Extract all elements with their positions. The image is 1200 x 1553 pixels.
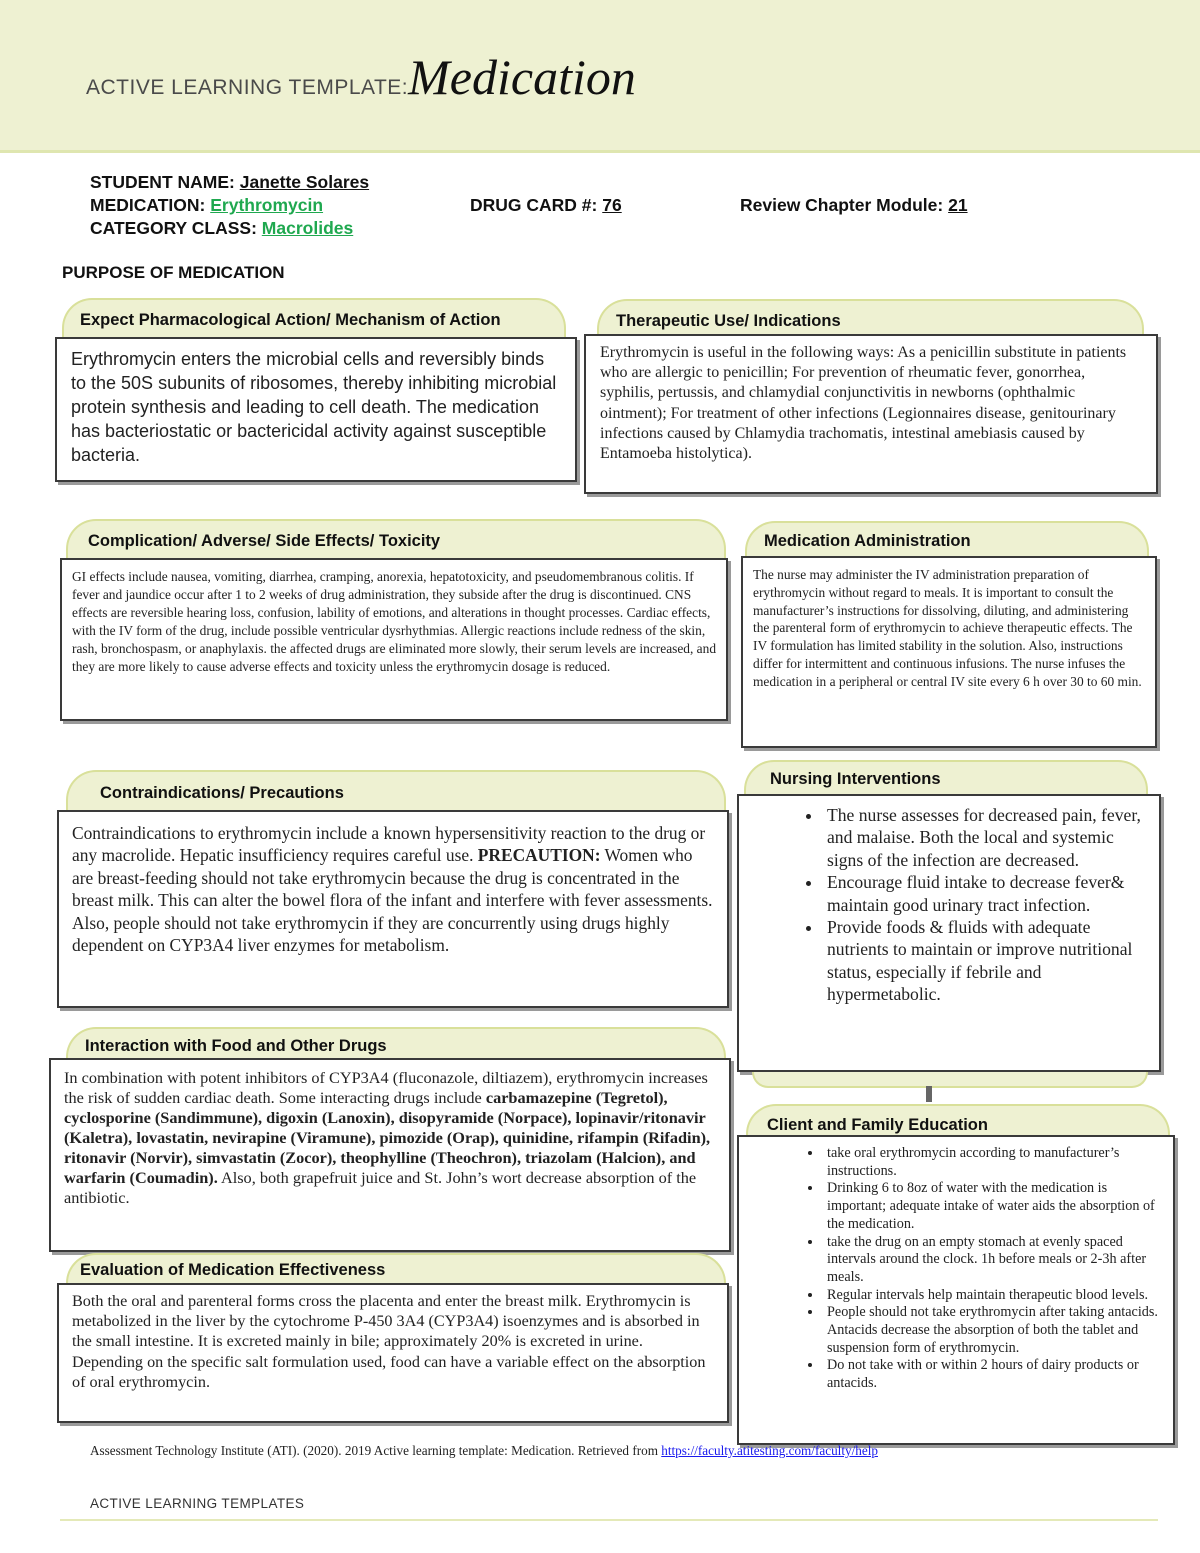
student-name-value: Janette Solares	[239, 172, 370, 192]
precaution-label: PRECAUTION:	[477, 845, 601, 866]
citation	[90, 1443, 878, 1459]
complications-box	[60, 558, 728, 721]
administration-text: The nurse may administer the IV administration preparation of erythromycin without regard to meals. It is important to consult the manufacturer’s instructions for dissolving, diluting, and administering the parenteral form of erythromycin to achieve therapeutic effects. The IV formulation has limited stability in the solution. Also, instructions differ for intermittent and continuous infusions. The nurse infuses the medication in a peripheral or central IV site every 6 h over 30 to 60 min.	[753, 567, 1142, 689]
nursing-list	[797, 804, 1145, 1006]
nursing-item: • The nurse assesses for decreased pain, fever, and malaise. Both the local and systemic signs of the infection are decreased.	[823, 804, 1145, 871]
nursing-box	[737, 794, 1161, 1072]
nursing-item: • Provide foods & fluids with adequate nutrients to maintain or improve nutritional status, especially if febrile and hypermetabolic.	[823, 916, 1145, 1006]
education-item: • Do not take with or within 2 hours of dairy products or antacids.	[823, 1357, 1161, 1392]
interaction-text	[64, 1068, 716, 1208]
student-name-label: STUDENT NAME:	[90, 172, 235, 192]
education-title: Client and Family Education	[767, 1116, 988, 1134]
citation-link[interactable]: https://faculty.atitesting.com/faculty/help	[661, 1443, 878, 1458]
medication-label: MEDICATION:	[90, 195, 206, 215]
drug-card-row	[470, 195, 622, 216]
complications-title: Complication/ Adverse/ Side Effects/ Toxicity	[88, 532, 441, 550]
citation-text: Assessment Technology Institute (ATI). (2020). 2019 Active learning template: Medication. Retrieved from	[90, 1443, 658, 1458]
contraindications-text	[72, 822, 714, 956]
footer-label: ACTIVE LEARNING TEMPLATES	[90, 1496, 305, 1511]
interacting-drugs: carbamazepine (Tegretol), cyclosporine (Sandimmune), digoxin (Lanoxin), disopyramide (Norpace), lopinavir/ritonavir (Kaletra), lovastatin, nevirapine (Viramune), pimozide (Orap), quinidine, rifampin (Rifadin), ritonavir (Norvir), simvastatin (Zocor), theophylline (Theochron), triazolam (Halcion), and warfarin (Coumadin).	[64, 1088, 711, 1187]
review-module-label: Review Chapter Module:	[740, 195, 944, 215]
connector	[926, 1086, 932, 1102]
interaction-box	[49, 1058, 731, 1252]
category-label: CATEGORY CLASS:	[90, 218, 257, 238]
complications-text: GI effects include nausea, vomiting, diarrhea, cramping, anorexia, hepatotoxicity, and pseudomembranous colitis. If fever and jaundice occur after 1 to 2 weeks of drug administration, they subside after the drug is discontinued. CNS effects are reversible hearing loss, confusion, lability of emotions, and alterations in thought processes. Cardiac effects, with the IV form of the drug, include possible ventricular dysrhythmias. Allergic reactions include redness of the skin, rash, bronchospasm, or anaphylaxis. the affected drugs are eliminated more slowly, their serum levels are increased, and they are more likely to cause adverse effects and toxicity unless the erythromycin dosage is reduced.	[72, 569, 717, 674]
therapeutic-use-text: Erythromycin is useful in the following ways: As a penicillin substitute in patients who are allergic to penicillin; For prevention of rheumatic fever, gonorrhea, syphilis, pertussis, and chlamydial conjunctivitis in newborns (ophthalmic ointment); For treatment of other infections (Legionnaires disease, genitourinary infections caused by Chlamydia trachomatis, intestinal amebiasis caused by Entamoeba histolytica).	[600, 344, 1127, 463]
education-box	[737, 1135, 1175, 1445]
evaluation-text: Both the oral and parenteral forms cross the placenta and enter the breast milk. Erythromycin is metabolized in the liver by the cytochrome P-450 3A4 (CYP3A4) isoenzymes and is absorbed in the small intestine. It is excreted mainly in bile; approximately 20% is excreted in urine. Depending on the specific salt formulation used, food can have a variable effect on the absorption of oral erythromycin.	[72, 1292, 706, 1391]
education-item: • take oral erythromycin according to manufacturer’s instructions.	[823, 1145, 1161, 1180]
contraindications-text-before: Contraindications to erythromycin include a known hypersensitivity reaction to the drug or any macrolide. Hepatic insufficiency requires careful use.	[72, 823, 706, 866]
therapeutic-use-box	[584, 334, 1158, 494]
contraindications-text-after: Women who are breast-feeding should not take erythromycin because the drug is concentrated in the breast milk. This can alter the bowel flora of the infant and interfere with fever assessments. Also, people should not take erythromycin if they are concurrently using drugs highly dependent on CYP3A4 liver enzymes for metabolism.	[72, 845, 713, 956]
evaluation-title: Evaluation of Medication Effectiveness	[80, 1261, 386, 1279]
pharm-action-text: Erythromycin enters the microbial cells and reversibly binds to the 50S subunits of ribosomes, thereby inhibiting microbial protein synthesis and leading to cell death. The medication has bacteriostatic or bactericidal activity against susceptible bacteria.	[71, 349, 557, 465]
nursing-tab-bottom	[752, 1072, 1148, 1088]
pharm-action-title: Expect Pharmacological Action/ Mechanism of Action	[80, 311, 501, 329]
pharm-action-box	[55, 337, 577, 482]
administration-title: Medication Administration	[764, 532, 971, 550]
education-item: • Regular intervals help maintain therapeutic blood levels.	[823, 1287, 1161, 1305]
category-row	[90, 218, 353, 239]
education-list	[797, 1145, 1161, 1393]
review-module-value: 21	[948, 195, 968, 215]
template-name: Medication	[408, 49, 636, 105]
drug-card-value: 76	[602, 195, 622, 215]
medication-row	[90, 195, 323, 216]
category-value: Macrolides	[261, 218, 354, 238]
template-label: ACTIVE LEARNING TEMPLATE:	[86, 76, 409, 99]
education-item: • People should not take erythromycin after taking antacids. Antacids decrease the absorption of both the tablet and suspension form of erythromycin.	[823, 1304, 1161, 1357]
interaction-text-after: Also, both grapefruit juice and St. John’s wort decrease absorption of the antibiotic.	[64, 1168, 697, 1207]
student-name-row	[90, 172, 369, 193]
evaluation-box	[57, 1283, 729, 1423]
nursing-item: • Encourage fluid intake to decrease fever& maintain good urinary tract infection.	[823, 871, 1145, 916]
drug-card-label: DRUG CARD #:	[470, 195, 598, 215]
footer-rule	[60, 1519, 1158, 1521]
education-item: • take the drug on an empty stomach at evenly spaced intervals around the clock. 1h before meals or 2-3h after meals.	[823, 1234, 1161, 1287]
interaction-text-before: In combination with potent inhibitors of CYP3A4 (fluconazole, diltiazem), erythromycin increases the risk of sudden cardiac death. Some interacting drugs include	[64, 1068, 708, 1107]
review-module-row	[740, 195, 968, 216]
contraindications-title: Contraindications/ Precautions	[100, 784, 344, 802]
medication-value: Erythromycin	[210, 195, 324, 215]
therapeutic-use-title: Therapeutic Use/ Indications	[616, 312, 841, 330]
template-title	[86, 48, 636, 106]
purpose-heading: PURPOSE OF MEDICATION	[62, 263, 285, 282]
interaction-title: Interaction with Food and Other Drugs	[85, 1037, 387, 1055]
administration-box	[741, 556, 1157, 748]
nursing-title: Nursing Interventions	[770, 770, 941, 788]
education-item: • Drinking 6 to 8oz of water with the medication is important; adequate intake of water aids the absorption of the medication.	[823, 1180, 1161, 1233]
contraindications-box	[57, 810, 729, 1008]
